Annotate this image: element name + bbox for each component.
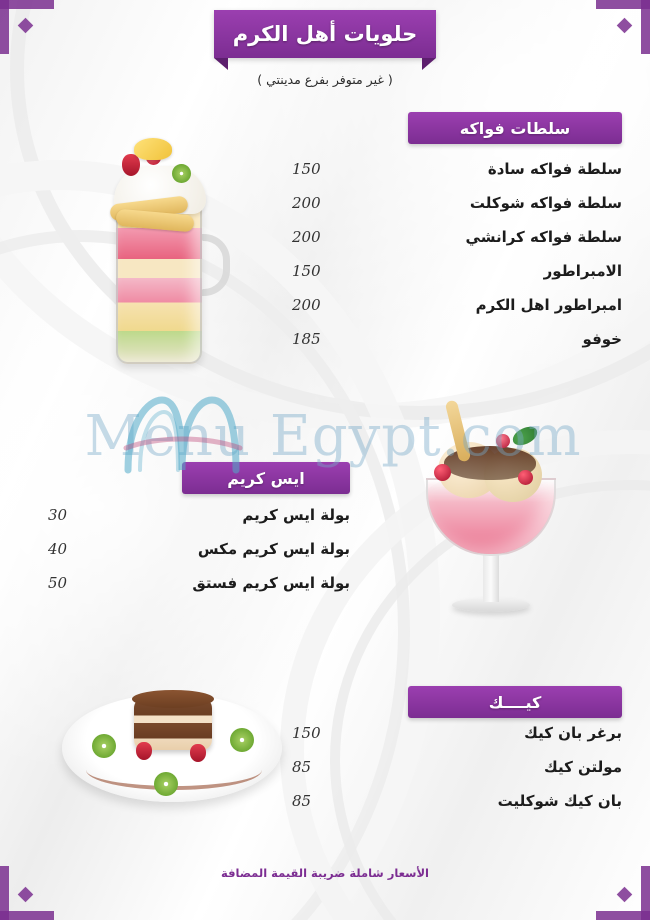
- menu-item-row: [292, 194, 622, 228]
- item-price: 85: [292, 758, 312, 776]
- menu-list-cake: [292, 724, 622, 826]
- item-price: 200: [292, 228, 321, 246]
- item-name: الامبراطور: [543, 262, 622, 280]
- item-price: 185: [292, 330, 321, 348]
- item-price: 40: [48, 540, 68, 558]
- menu-item-row: [48, 506, 350, 540]
- item-name: برغر بان كيك: [524, 724, 622, 742]
- availability-note: ( غير متوفر بفرع مدينتي ): [257, 72, 393, 87]
- watermark-text: Menu Egypt.com: [84, 404, 582, 469]
- corner-ornament-top-left: [0, 0, 54, 54]
- berry-shape: [496, 434, 510, 448]
- menu-list-ice-cream: [48, 506, 350, 608]
- item-name: سلطة فواكه كرانشي: [465, 228, 622, 246]
- corner-ornament-top-right: [596, 0, 650, 54]
- item-price: 150: [292, 724, 321, 742]
- item-name: سلطة فواكه شوكلت: [469, 194, 622, 212]
- menu-item-row: [48, 540, 350, 574]
- footer-tax-note: الأسعار شاملة ضريبة القيمة المضافة: [221, 866, 429, 880]
- menu-item-row: [292, 296, 622, 330]
- item-name: سلطة فواكه سادة: [487, 160, 622, 178]
- section-header-ice-cream: [182, 462, 350, 494]
- cake-photo: [62, 676, 282, 816]
- strawberry-shape: [136, 742, 152, 760]
- berry-shape: [434, 464, 451, 481]
- menu-item-row: [292, 228, 622, 262]
- kiwi-slice-shape: [172, 164, 191, 183]
- item-name: امبراطور اهل الكرم: [475, 296, 622, 314]
- menu-item-row: [292, 758, 622, 792]
- item-price: 200: [292, 296, 321, 314]
- strawberry-shape: [190, 744, 206, 762]
- item-name: خوفو: [582, 330, 622, 348]
- menu-item-row: [48, 574, 350, 608]
- gold-leaf-shape: [134, 138, 172, 160]
- menu-item-row: [292, 160, 622, 194]
- pancake-top-shape: [132, 690, 214, 708]
- item-price: 150: [292, 160, 321, 178]
- item-name: مولتن كيك: [544, 758, 622, 776]
- brand-banner: [214, 10, 436, 58]
- kiwi-slice-shape: [154, 772, 178, 796]
- fruit-salad-photo: [88, 108, 238, 383]
- mint-leaf-shape: [510, 424, 540, 447]
- menu-item-row: [292, 724, 622, 758]
- menu-item-row: [292, 792, 622, 826]
- menu-item-row: [292, 330, 622, 364]
- kiwi-slice-shape: [92, 734, 116, 758]
- section-title: سلطات فواكه: [459, 118, 571, 138]
- item-price: 30: [48, 506, 68, 524]
- item-name: بولة ايس كريم فستق: [192, 574, 350, 592]
- page-title: حلويات أهل الكرم: [232, 22, 418, 46]
- item-name: بولة ايس كريم مكس: [197, 540, 350, 558]
- glass-stem-shape: [483, 554, 499, 602]
- menu-item-row: [292, 262, 622, 296]
- section-header-cake: [408, 686, 622, 718]
- section-title: كيــــك: [488, 692, 542, 712]
- berry-shape: [518, 470, 533, 485]
- menu-list-fruit-salads: [292, 160, 622, 364]
- section-header-fruit-salads: [408, 112, 622, 144]
- kiwi-slice-shape: [230, 728, 254, 752]
- item-name: بولة ايس كريم: [242, 506, 350, 524]
- item-price: 150: [292, 262, 321, 280]
- item-price: 200: [292, 194, 321, 212]
- ice-cream-photo: [400, 398, 590, 648]
- item-name: بان كيك شوكليت: [497, 792, 622, 810]
- section-title: ايس كريم: [227, 468, 305, 488]
- item-price: 50: [48, 574, 68, 592]
- item-price: 85: [292, 792, 312, 810]
